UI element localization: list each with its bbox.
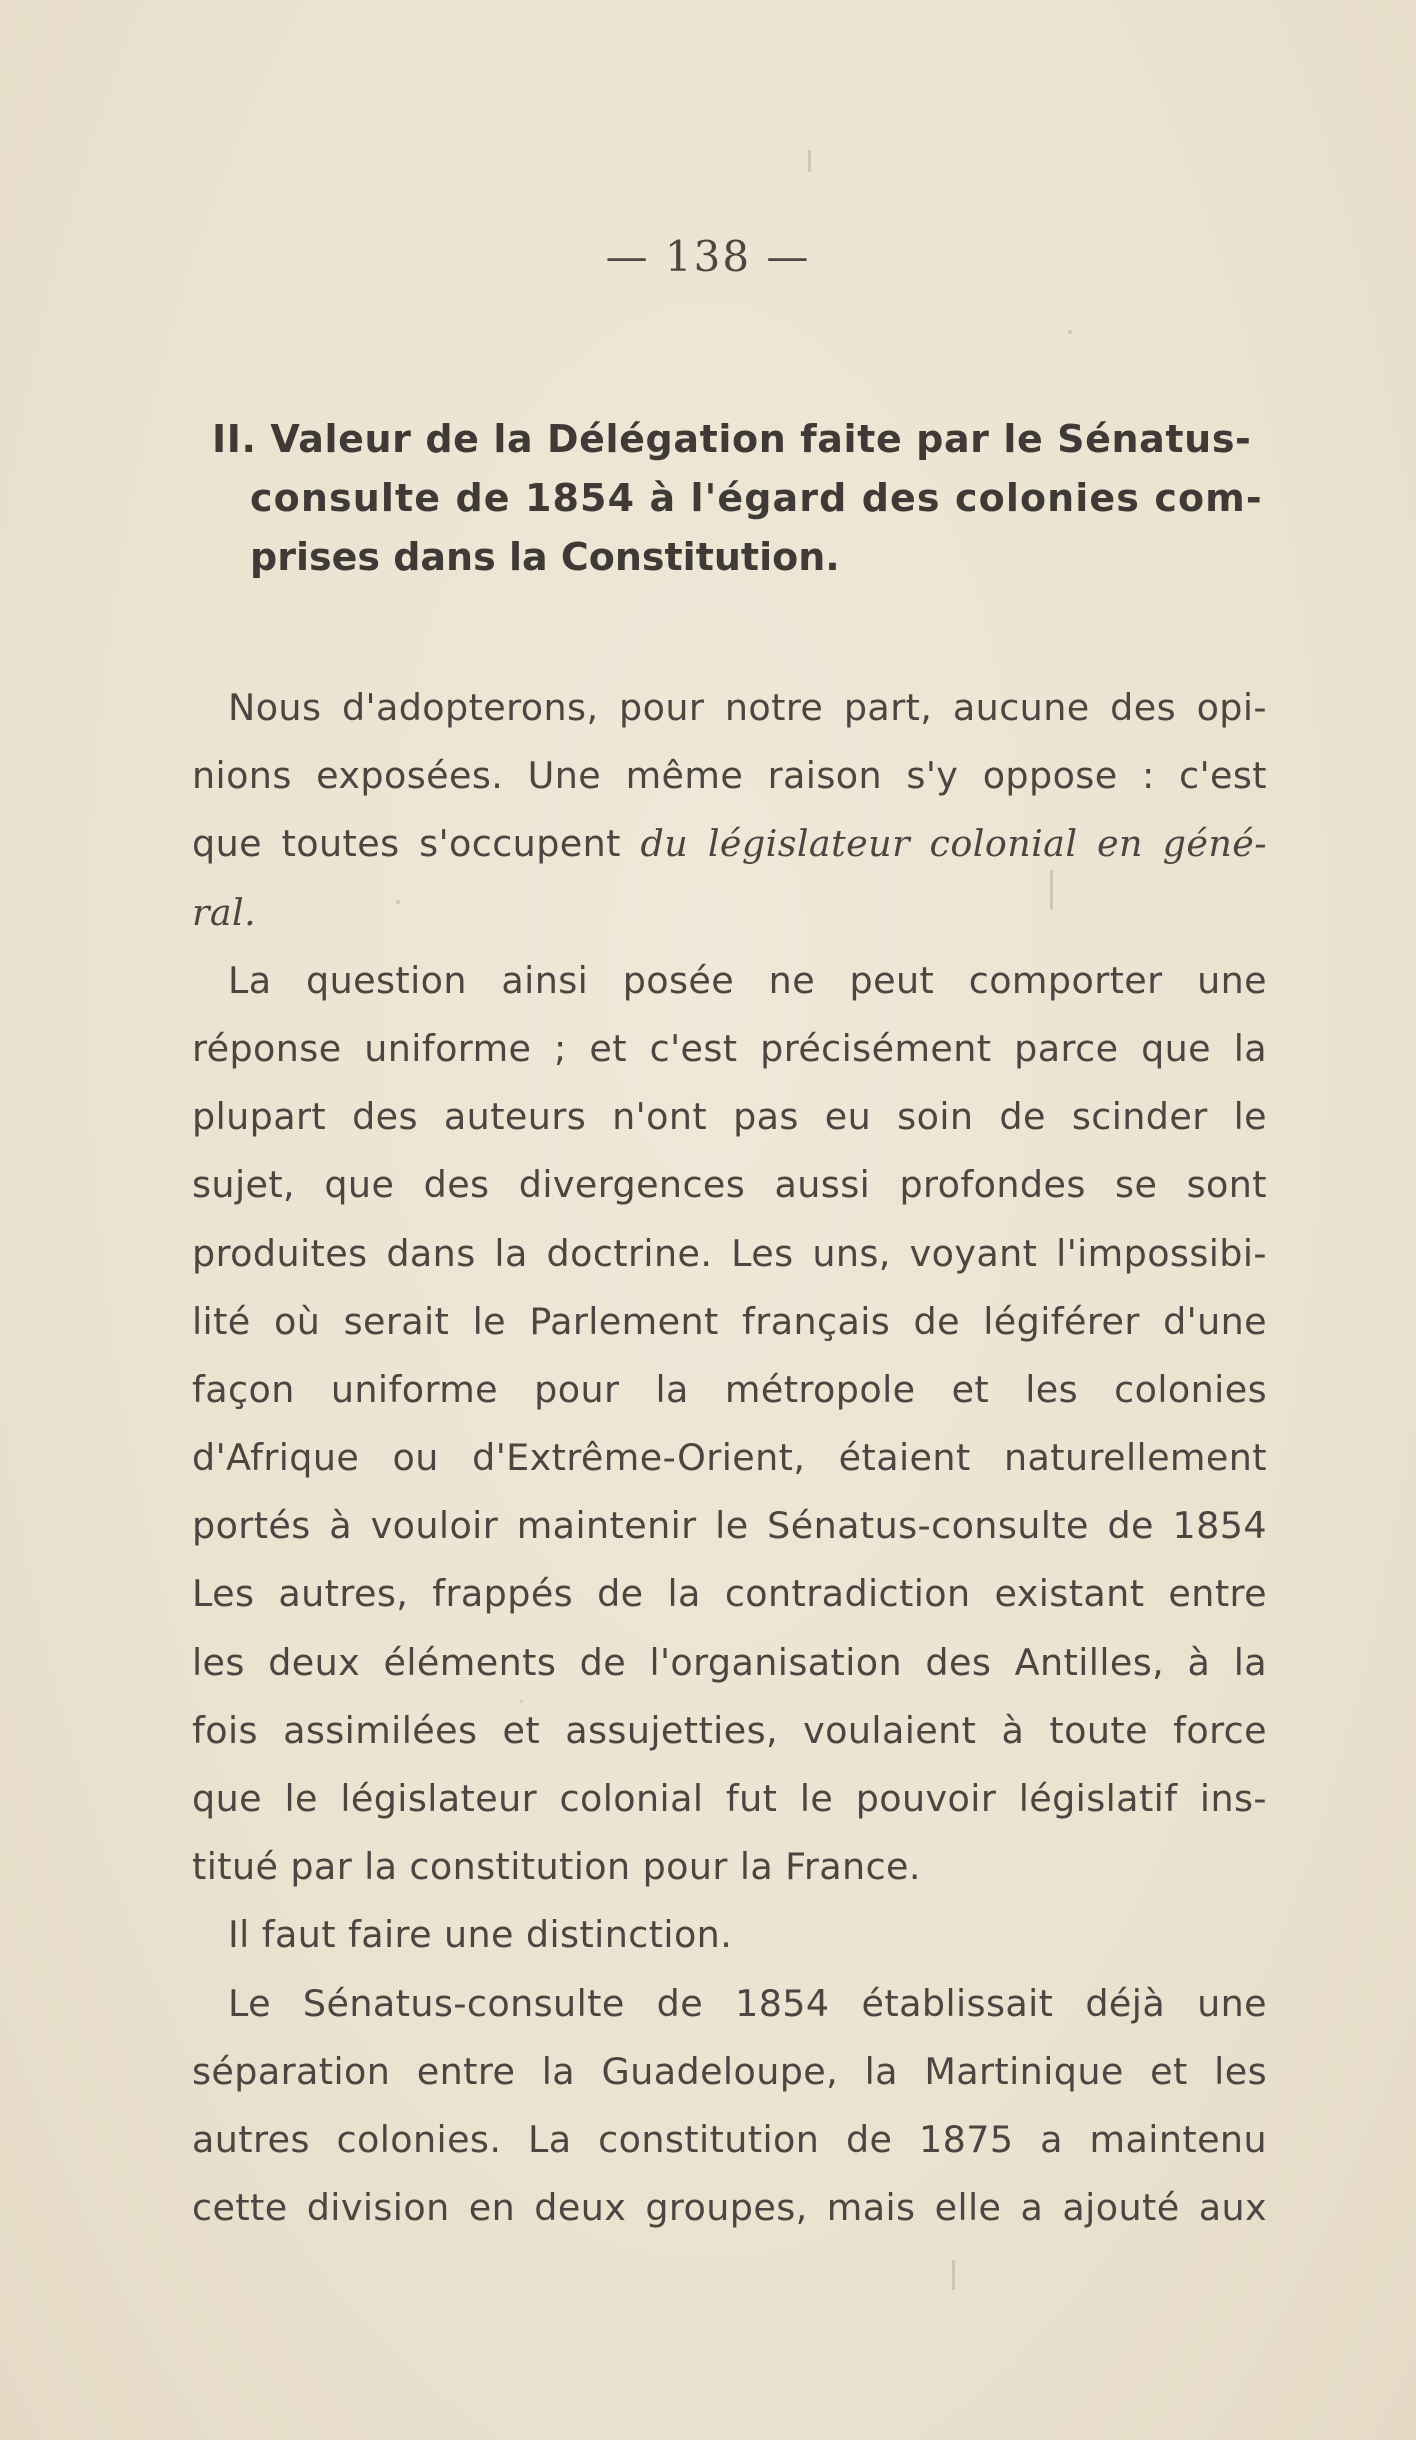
text-line: façon uniforme pour la métropole et les colonies — [192, 1367, 1267, 1411]
text-line: Les autres, frappés de la contradiction existant entre — [192, 1572, 1267, 1616]
heading-line: II. Valeur de la Délégation faite par le Sénatus- — [212, 417, 1252, 461]
text-line: produites dans la doctrine. Les uns, voyant l'impossibi- — [192, 1231, 1267, 1275]
text-line: d'Afrique ou d'Extrême-Orient, étaient naturellement — [192, 1436, 1267, 1480]
text-line: Nous d'adopterons, pour notre part, aucune des opi- — [228, 686, 1267, 729]
paper-speck — [520, 1700, 523, 1703]
text-line: portés à vouloir maintenir le Sénatus-consulte de 1854 — [192, 1504, 1267, 1548]
text-line: réponse uniforme ; et c'est précisément parce que la — [192, 1026, 1267, 1070]
italic-phrase: ral. — [192, 890, 257, 934]
text-line: séparation entre la Guadeloupe, la Martinique et les — [192, 2049, 1267, 2093]
text-line: nions exposées. Une même raison s'y oppose : c'est — [192, 754, 1267, 798]
text-line: Il faut faire une distinction. — [228, 1913, 733, 1957]
text-run: que toutes s'occupent — [192, 822, 641, 866]
text-line: plupart des auteurs n'ont pas eu soin de scinder le — [192, 1095, 1267, 1139]
text-line: autres colonies. La constitution de 1875 a maintenu — [192, 2117, 1267, 2161]
paper-speck — [1068, 330, 1072, 334]
text-line: les deux éléments de l'organisation des Antilles, à la — [192, 1640, 1267, 1684]
text-line: sujet, que des divergences aussi profondes se sont — [192, 1163, 1267, 1207]
text-line: Le Sénatus-consulte de 1854 établissait déjà une — [228, 1981, 1267, 2025]
paper-speck — [808, 150, 811, 172]
text-line: fois assimilées et assujetties, voulaient à toute force — [192, 1708, 1267, 1752]
page-number: — 138 — — [605, 232, 811, 281]
text-line: titué par la constitution pour la France. — [192, 1845, 921, 1889]
italic-phrase: du législateur colonial en géné- — [640, 822, 1267, 866]
text-line — [192, 879, 1267, 947]
heading-line: prises dans la Constitution. — [250, 535, 840, 579]
text-line: que le législateur colonial fut le pouvoir législatif ins- — [192, 1777, 1267, 1820]
paper-speck — [396, 900, 400, 904]
text-line — [192, 810, 1267, 878]
paper-speck — [1050, 870, 1053, 910]
text-line: La question ainsi posée ne peut comporter une — [228, 958, 1267, 1002]
heading-line: consulte de 1854 à l'égard des colonies com- — [250, 476, 1263, 520]
section-heading — [212, 410, 1277, 587]
text-line: cette division en deux groupes, mais elle a ajouté aux — [192, 2186, 1267, 2230]
paper-speck — [952, 2260, 955, 2290]
body-text — [192, 674, 1267, 2242]
text-line: lité où serait le Parlement français de légiférer d'une — [192, 1299, 1267, 1343]
